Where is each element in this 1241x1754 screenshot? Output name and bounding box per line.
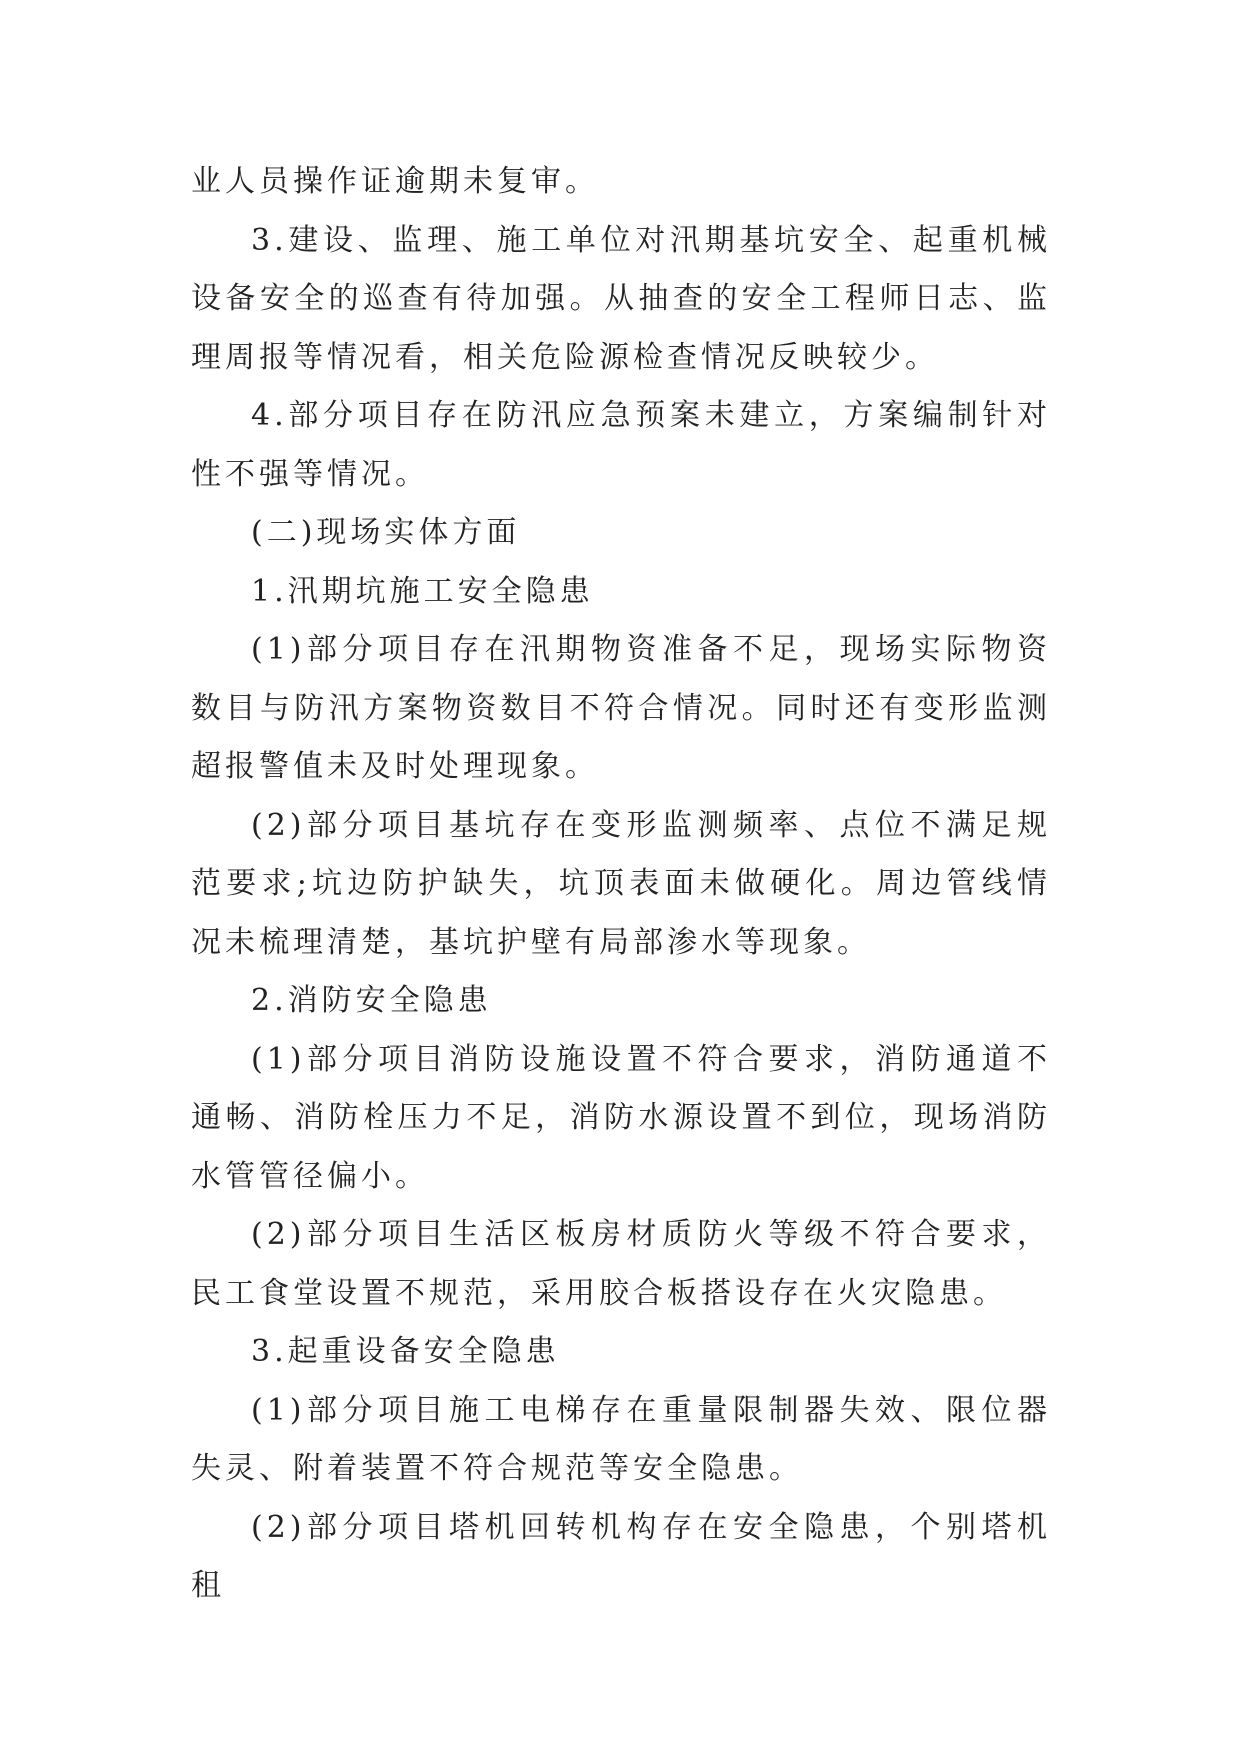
- paragraph-lifting-item-1: (1)部分项目施工电梯存在重量限制器失效、限位器失灵、附着装置不符合规范等安全隐患。: [191, 1392, 1051, 1486]
- paragraph-lifting-item-2: (2)部分项目塔机回转机构存在安全隐患，个别塔机租: [191, 1509, 1051, 1603]
- subheading-lifting-hazards: 3.起重设备安全隐患: [251, 1334, 560, 1369]
- paragraph-fire-item-1: (1)部分项目消防设施设置不符合要求，消防通道不通畅、消防栓压力不足，消防水源设置不到位，现场消防水管管径偏小。: [191, 1041, 1051, 1194]
- paragraph-item-3: 3.建设、监理、施工单位对汛期基坑安全、起重机械设备安全的巡查有待加强。从抽查的安全工程师日志、监理周报等情况看，相关危险源检查情况反映较少。: [191, 222, 1051, 375]
- paragraph-fire-item-2: (2)部分项目生活区板房材质防火等级不符合要求，民工食堂设置不规范，采用胶合板搭设存在火灾隐患。: [191, 1217, 1051, 1311]
- paragraph-flood-item-1: (1)部分项目存在汛期物资准备不足，现场实际物资数目与防汛方案物资数目不符合情况。同时还有变形监测超报警值未及时处理现象。: [191, 632, 1051, 784]
- paragraph-flood-item-2: (2)部分项目基坑存在变形监测频率、点位不满足规范要求;坑边防护缺失，坑顶表面未做硬化。周边管线情况未梳理清楚，基坑护壁有局部渗水等现象。: [191, 807, 1051, 960]
- paragraph-continuation: 业人员操作证逾期未复审。: [191, 164, 599, 199]
- section-heading-site-entity: (二)现场实体方面: [251, 515, 521, 550]
- subheading-fire-hazards: 2.消防安全隐患: [251, 983, 492, 1018]
- subheading-flood-pit-hazards: 1.汛期坑施工安全隐患: [251, 573, 594, 609]
- paragraph-item-4: 4.部分项目存在防汛应急预案未建立，方案编制针对性不强等情况。: [191, 398, 1051, 492]
- document-body: [191, 153, 1051, 1616]
